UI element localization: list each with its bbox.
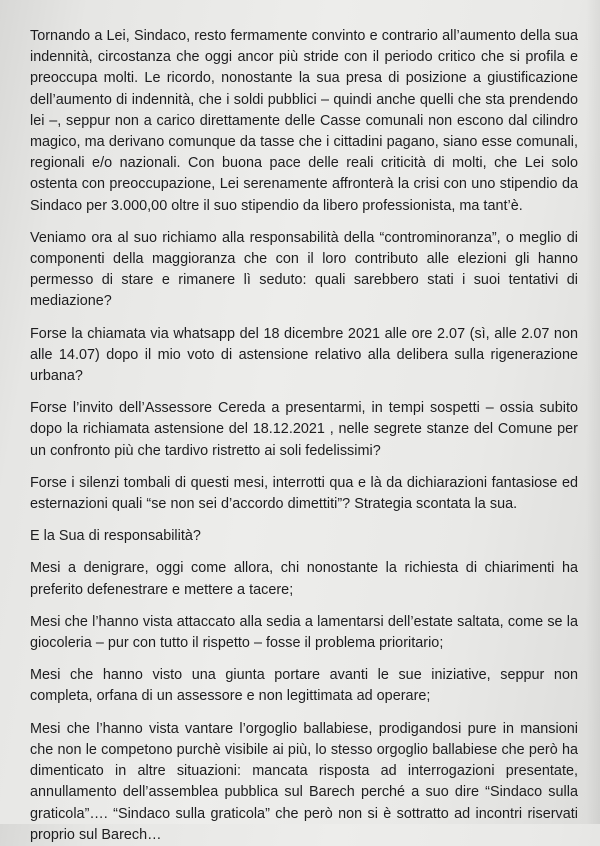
paragraph-mesi-denigrare: Mesi a denigrare, oggi come allora, chi nonostante la richiesta di chiarimenti ha preferito defenestrare e mettere a tacere;	[30, 560, 578, 598]
paragraph-gap	[30, 654, 578, 665]
paragraph-gap	[30, 462, 578, 473]
paragraph-gap	[30, 547, 578, 558]
paragraph-responsabilita: E la Sua di responsabilità?	[30, 528, 201, 545]
page-edge-shadow	[586, 0, 600, 824]
paragraph-gap	[30, 515, 578, 526]
paragraph-controminoranza: Veniamo ora al suo richiamo alla responsabilità della “controminoranza”, o meglio di componenti della maggioranza che con il loro contributo alle elezioni gli hanno permesso di stare e rimanere lì seduto: quali sarebbero stati i suoi tentativi di mediazione?	[30, 229, 578, 310]
paragraph-whatsapp: Forse la chiamata via whatsapp del 18 dicembre 2021 alle ore 2.07 (sì, alle 2.07 non alle 14.07) dopo il mio voto di astensione relativo alla delibera sulla rigenerazione urbana?	[30, 325, 578, 385]
paragraph-gap	[30, 708, 578, 719]
paragraph-gap	[30, 387, 578, 398]
paragraph-gap	[30, 217, 578, 228]
paragraph-indennita: Tornando a Lei, Sindaco, resto fermamente convinto e contrario all’aumento della sua indennità, circostanza che oggi ancor più stride con il periodo critico che si profila e preoccupa molti. Le ricordo, nonostante la sua presa di posizione a giustificazione dell’aumento di indennità, che i soldi pubblici – quindi anche quelli che sta prendendo lei –, seppur non a carico direttamente delle Casse comunali non escono dal cilindro magico, ma derivano comunque da tasse che i cittadini pagano, siano esse comunali, regionali e/o nazionali. Con buona pace delle reali criticità di molti, che Lei solo ostenta con preoccupazione, Lei serenamente affronterà la crisi con uno stipendio da Sindaco per 3.000,00 oltre il suo stipendio da libero professionista, ma tant’è.	[30, 28, 578, 214]
paragraph-mesi-giunta: Mesi che hanno visto una giunta portare avanti le sue iniziative, seppur non completa, orfana di un assessore e non legittimata ad operare;	[30, 667, 578, 705]
paragraph-mesi-sedia: Mesi che l’hanno vista attaccato alla sedia a lamentarsi dell’estate saltata, come se la giocoleria – pur con tutto il rispetto – fosse il problema prioritario;	[30, 613, 578, 652]
paragraph-mesi-orgoglio: Mesi che l’hanno vista vantare l’orgoglio ballabiese, prodigandosi pure in mansioni che non le competono purchè visibile ai più, lo stesso orgoglio ballabiese che però ha dimenticato in altre situazioni: mancata risposta ad interrogazioni presentate, annullamento dell’assemblea pubblica sul Barech perché a suo dire “Sindaco sulla graticola”…. “Sindaco sulla graticola” che però non si è sottratto ad incontri riservati proprio sul Barech…	[30, 720, 578, 843]
paragraph-invito-assessore: Forse l’invito dell’Assessore Cereda a presentarmi, in tempi sospetti – ossia subito dopo la richiamata astensione del 18.12.2021 , nelle segrete stanze del Comune per un confronto più che tardivo ristretto ai soli fedelissimi?	[30, 400, 578, 459]
paragraph-gap	[30, 601, 578, 612]
paragraph-silenzi: Forse i silenzi tombali di questi mesi, interrotti qua e là da dichiarazioni fantasiose ed esternazioni quali “se non sei d’accordo dimettiti”? Strategia scontata la sua.	[30, 474, 578, 513]
paragraph-gap	[30, 313, 578, 324]
